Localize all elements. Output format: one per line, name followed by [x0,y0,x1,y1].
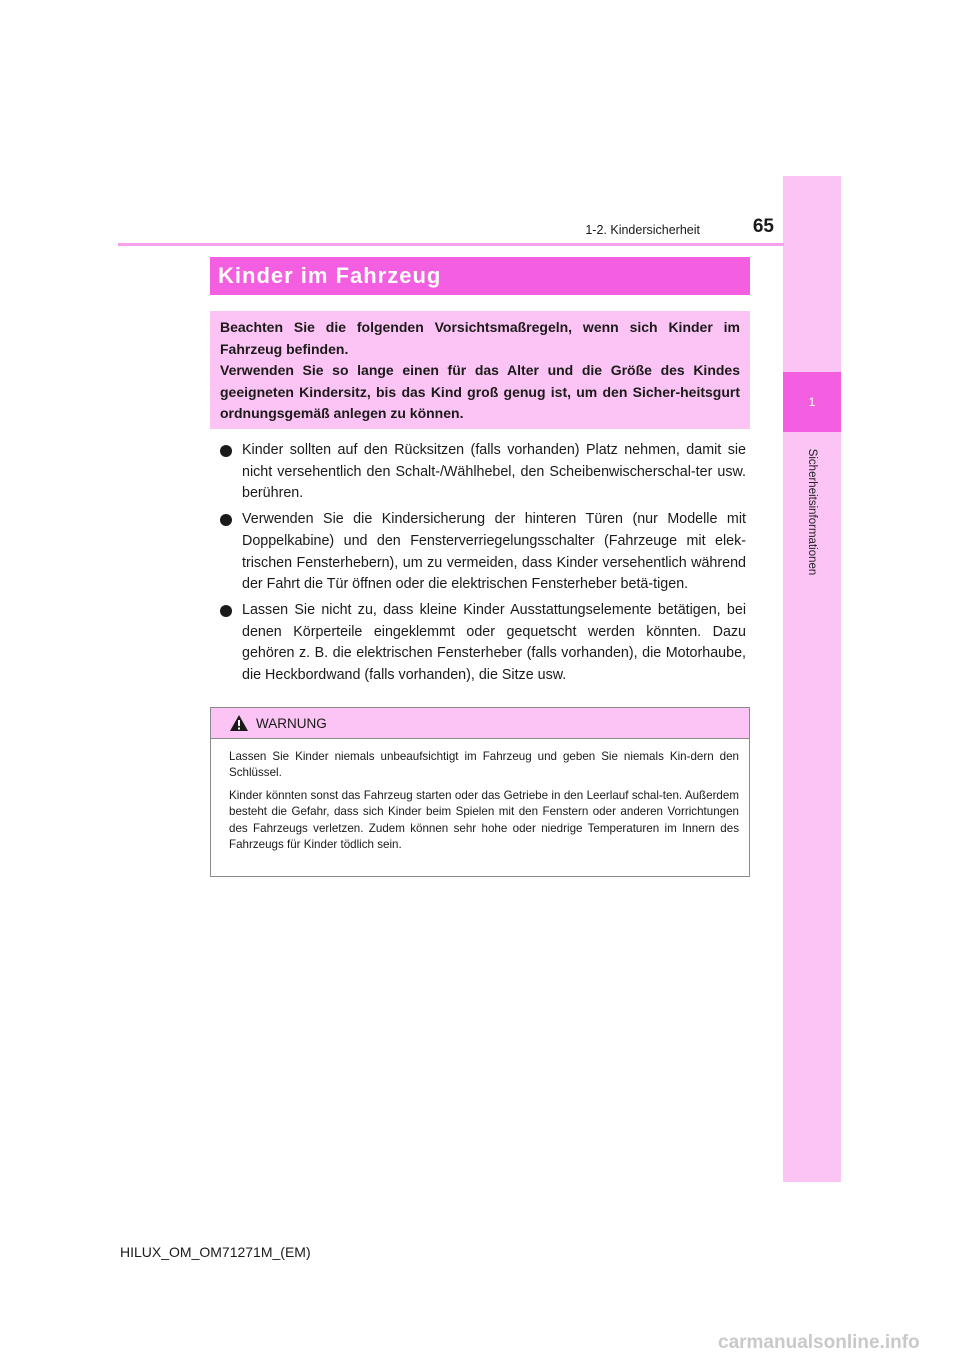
list-item [218,509,746,596]
warning-paragraph: Kinder könnten sonst das Fahrzeug starten oder das Getriebe in den Leerlauf schal-ten. Außerdem besteht die Gefahr, dass sich Kinder beim Spielen mit den Fenstern oder anderen Vorrichtungen des Fahrzeugs verletzen. Zudem können sehr hohe oder niedrige Temperaturen im Innern des Fahrzeugs für Kinder tödlich sein. [229,788,739,852]
bullet-icon [220,605,232,617]
list-item [218,440,746,505]
intro-paragraph: Beachten Sie die folgenden Vorsichtsmaßregeln, wenn sich Kinder im Fahrzeug befinden. [220,319,740,357]
bullet-list [218,440,746,691]
watermark-link[interactable]: carmanualsonline.info [718,1332,920,1353]
chapter-side-tab [783,176,841,1182]
intro-box [210,311,750,429]
page-number: 65 [752,216,774,237]
list-item [218,600,746,687]
bullet-icon [220,514,232,526]
chapter-number-tab[interactable] [783,372,841,432]
intro-paragraph: Verwenden Sie so lange einen für das Alter und die Größe des Kindes geeigneten Kindersitz, bis das Kind groß genug ist, um den Sicher-heitsgurt ordnungsgemäß anlegen zu können. [220,362,740,421]
header-rule [118,243,784,246]
title-bar [210,257,750,295]
warning-box [210,707,750,877]
list-item-text: Kinder sollten auf den Rücksitzen (falls vorhanden) Platz nehmen, damit sie nicht versehentlich den Schalt-/Wählhebel, den Scheibenwischerschal-ter usw. berühren. [242,442,746,502]
document-footer-code: HILUX_OM_OM71271M_(EM) [120,1244,311,1260]
warning-label: WARNUNG [256,715,327,731]
section-reference: 1-2. Kindersicherheit [585,223,700,237]
bullet-icon [220,445,232,457]
warning-triangle-icon [229,714,249,732]
warning-body [211,739,749,853]
page-title: Kinder im Fahrzeug [218,263,442,288]
list-item-text: Verwenden Sie die Kindersicherung der hinteren Türen (nur Modelle mit Doppelkabine) und den Fensterverriegelungsschalter (Fahrzeuge mit elek-trischen Fensterhebern), um zu vermeiden, dass Kinder versehentlich während der Fahrt die Tür öffnen oder die elektrischen Fensterheber betä-tigen. [242,511,746,593]
chapter-number: 1 [808,395,816,409]
list-item-text: Lassen Sie nicht zu, dass kleine Kinder Ausstattungselemente betätigen, bei denen Körperteile eingeklemmt oder gequetscht werden könnten. Dazu gehören z. B. die elektrischen Fensterheber (falls vorhanden), die Motorhaube, die Heckbordwand (falls vorhanden), die Sitze usw. [242,601,746,684]
warning-paragraph: Lassen Sie Kinder niemals unbeaufsichtigt im Fahrzeug und geben Sie niemals Kin-dern den Schlüssel. [229,750,739,780]
warning-header [211,708,749,739]
chapter-label: Sicherheitsinformationen [806,448,818,576]
